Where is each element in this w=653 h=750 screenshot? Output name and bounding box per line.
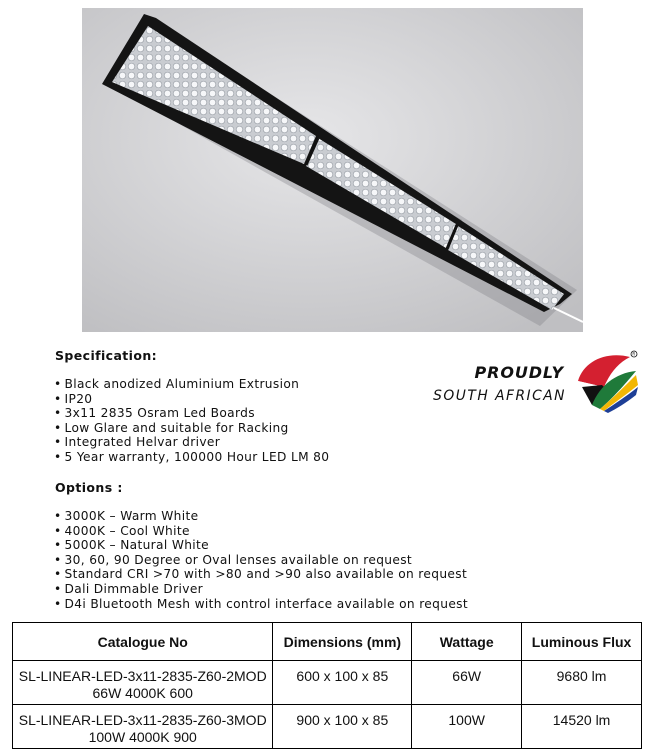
wattage-cell: 100W [412, 705, 522, 749]
list-item: • 5000K – Natural White [54, 538, 468, 553]
header-dimensions: Dimensions (mm) [273, 623, 412, 661]
logo-line1: PROUDLY [474, 363, 564, 382]
table-row [13, 705, 642, 749]
options-list [54, 509, 468, 611]
table-row [13, 661, 642, 705]
catalogue-table [12, 622, 642, 749]
product-photo [82, 8, 583, 332]
list-item: • Dali Dimmable Driver [54, 582, 468, 597]
list-item: • Black anodized Aluminium Extrusion [54, 377, 329, 392]
list-item: • 5 Year warranty, 100000 Hour LED LM 80 [54, 450, 329, 465]
checkmark-flag-icon [570, 345, 640, 413]
list-item: • IP20 [54, 392, 329, 407]
svg-text:R: R [632, 351, 636, 357]
options-heading: Options : [55, 480, 123, 495]
proudly-south-african-logo [422, 345, 640, 413]
luminous-flux-cell: 14520 lm [522, 705, 642, 749]
specification-heading: Specification: [55, 348, 158, 363]
specification-list [54, 377, 329, 465]
dimensions-cell: 900 x 100 x 85 [273, 705, 412, 749]
list-item: • Standard CRI >70 with >80 and >90 also available on request [54, 567, 468, 582]
dimensions-cell: 600 x 100 x 85 [273, 661, 412, 705]
wattage-cell: 66W [412, 661, 522, 705]
catalogue-no-cell: SL-LINEAR-LED-3x11-2835-Z60-3MOD 100W 4000K 900 [13, 705, 273, 749]
list-item: • Low Glare and suitable for Racking [54, 421, 329, 436]
table-header-row [13, 623, 642, 661]
header-wattage: Wattage [412, 623, 522, 661]
logo-line2: SOUTH AFRICAN [433, 388, 566, 404]
luminous-flux-cell: 9680 lm [522, 661, 642, 705]
catalogue-no-cell: SL-LINEAR-LED-3x11-2835-Z60-2MOD 66W 4000K 600 [13, 661, 273, 705]
list-item: • 30, 60, 90 Degree or Oval lenses available on request [54, 553, 468, 568]
list-item: • 3x11 2835 Osram Led Boards [54, 406, 329, 421]
list-item: • 4000K – Cool White [54, 524, 468, 539]
list-item: • D4i Bluetooth Mesh with control interface available on request [54, 597, 468, 612]
header-luminous-flux: Luminous Flux [522, 623, 642, 661]
header-catalogue-no: Catalogue No [13, 623, 273, 661]
list-item: • Integrated Helvar driver [54, 435, 329, 450]
list-item: • 3000K – Warm White [54, 509, 468, 524]
